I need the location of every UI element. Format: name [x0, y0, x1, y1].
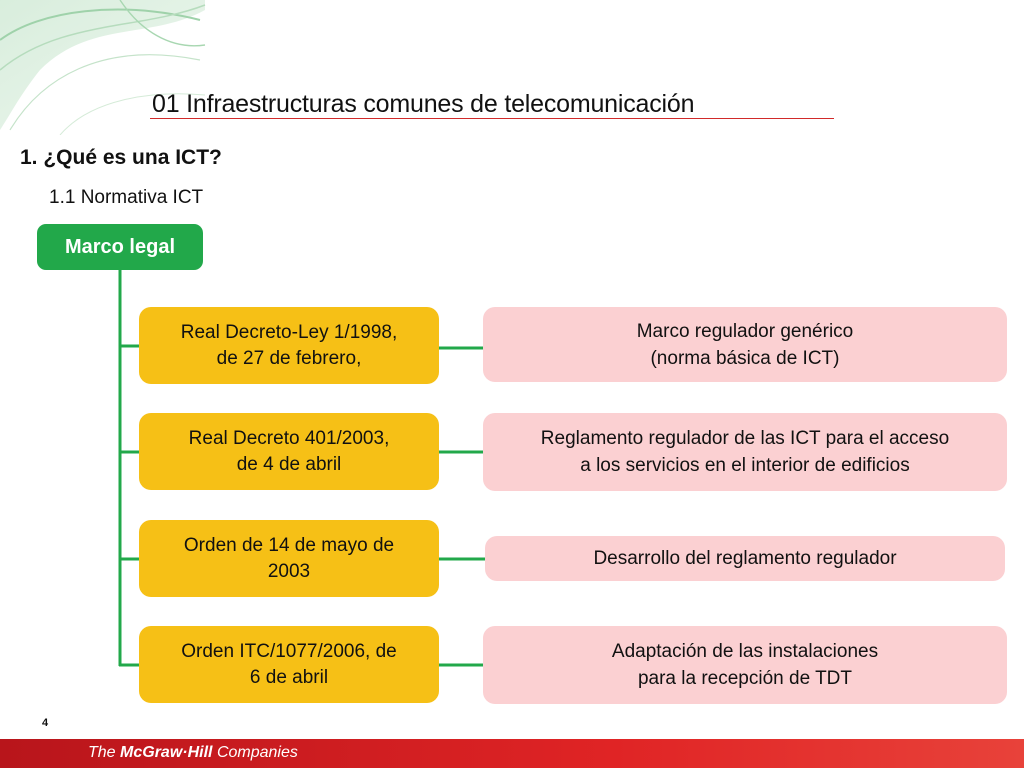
law-node-label: Real Decreto-Ley 1/1998, de 27 de febrero, — [180, 321, 398, 369]
description-node-3 — [485, 536, 1005, 581]
law-node-1 — [139, 307, 439, 384]
root-node-marco-legal — [37, 224, 203, 270]
description-node-2 — [483, 413, 1007, 491]
law-node-label: Real Decreto 401/2003, de 4 de abril — [188, 427, 390, 475]
logo-name: McGraw·Hill — [120, 744, 213, 761]
law-node-4 — [139, 626, 439, 703]
page-number: 4 — [42, 717, 49, 729]
description-node-4 — [483, 626, 1007, 704]
description-node-label: Reglamento regulador de las ICT para el acceso a los servicios en el interior de edificios — [540, 428, 950, 476]
logo-prefix: The — [88, 744, 116, 761]
publisher-logo — [88, 744, 298, 762]
law-node-label: Orden ITC/1077/2006, de 6 de abril — [181, 640, 397, 688]
subsection-heading: 1.1 Normativa ICT — [49, 187, 204, 208]
section-heading: 1. ¿Qué es una ICT? — [20, 146, 222, 169]
description-node-label: Marco regulador genérico (norma básica de ICT) — [636, 320, 854, 369]
logo-suffix: Companies — [216, 744, 298, 761]
description-node-label: Desarrollo del reglamento regulador — [593, 548, 897, 569]
root-node-label: Marco legal — [64, 235, 176, 258]
law-node-2 — [139, 413, 439, 490]
description-node-1 — [483, 307, 1007, 382]
footer-bar — [0, 739, 1024, 768]
description-node-label: Adaptación de las instalaciones para la recepción de TDT — [611, 641, 879, 689]
slide-title: 01 Infraestructuras comunes de telecomunicación — [152, 90, 695, 118]
law-node-label: Orden de 14 de mayo de 2003 — [183, 534, 395, 582]
law-node-3 — [139, 520, 439, 597]
